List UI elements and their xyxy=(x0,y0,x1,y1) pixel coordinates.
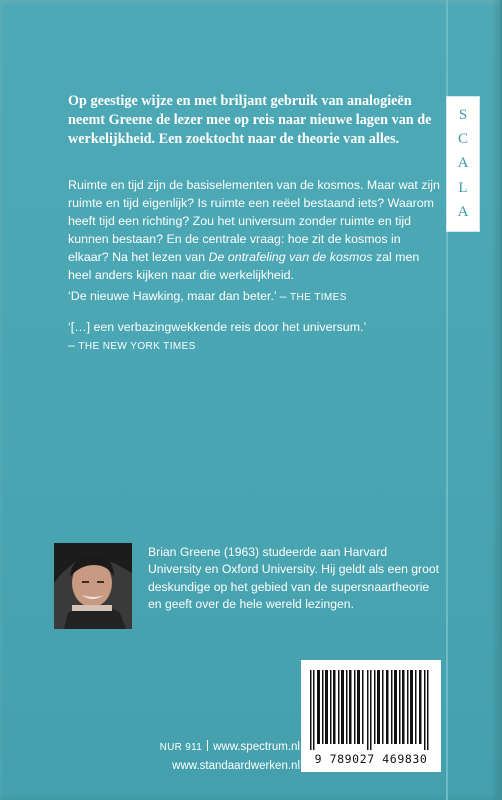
nur-code: NUR 911 xyxy=(159,742,203,753)
book-title: De ontrafeling van de kosmos xyxy=(208,250,373,264)
barcode xyxy=(301,660,441,772)
review-quote-nyt xyxy=(68,318,448,356)
separator xyxy=(207,740,208,751)
barcode-bars xyxy=(308,670,434,750)
quote-source: THE NEW YORK TIMES xyxy=(78,341,196,352)
blurb-text-end: zal men heel anders kijken naar die werkelijkheid. xyxy=(68,250,420,282)
blurb-paragraph xyxy=(68,176,440,284)
review-quote-times xyxy=(68,287,440,307)
series-letter: C xyxy=(457,131,468,148)
series-letter: A xyxy=(457,155,469,172)
quote-source: THE TIMES xyxy=(290,292,347,303)
author-bio: Brian Greene (1963) studeerde aan Harvard University en Oxford University. Hij geldt als een groot deskundige op het gebied van de supersnaartheorie en geeft over de hele wereld lezingen. xyxy=(148,545,440,612)
series-letter: A xyxy=(457,204,469,221)
series-letter: L xyxy=(458,179,468,196)
publisher-url-secondary[interactable]: www.standaardwerken.nl xyxy=(172,760,300,772)
publisher-url[interactable]: www.spectrum.nl xyxy=(213,741,300,753)
author-photo xyxy=(54,543,132,629)
quote-text: ‘De nieuwe Hawking, maar dan beter.’ – xyxy=(68,289,291,303)
lead-paragraph: Op geestige wijze en met briljant gebruik van analogieën neemt Greene de lezer mee op reis naar nieuwe lagen van de werkelijkheid. Een zoektocht naar de theorie van alles. xyxy=(68,93,432,147)
quote-source-prefix: – xyxy=(68,338,79,352)
quote-text: ‘[…] een verbazingwekkende reis door het universum.’ xyxy=(68,320,367,334)
isbn-number: 9 789027 469830 xyxy=(314,752,428,766)
blurb-text: Ruimte en tijd zijn de basiselementen van de kosmos. Maar wat zijn ruimte en tijd eigenlijk? Is ruimte een reëel bestaand iets? Waarom heeft tijd een richting? Zou het universum zonder ruimte en tijd kunnen bestaan? En de centrale vraag: hoe zit de kosmos in elkaar? Na het lezen van xyxy=(68,178,440,264)
footer-row xyxy=(150,738,300,757)
series-letter: S xyxy=(458,106,468,123)
publisher-footer xyxy=(150,738,300,775)
series-tab xyxy=(446,96,480,232)
